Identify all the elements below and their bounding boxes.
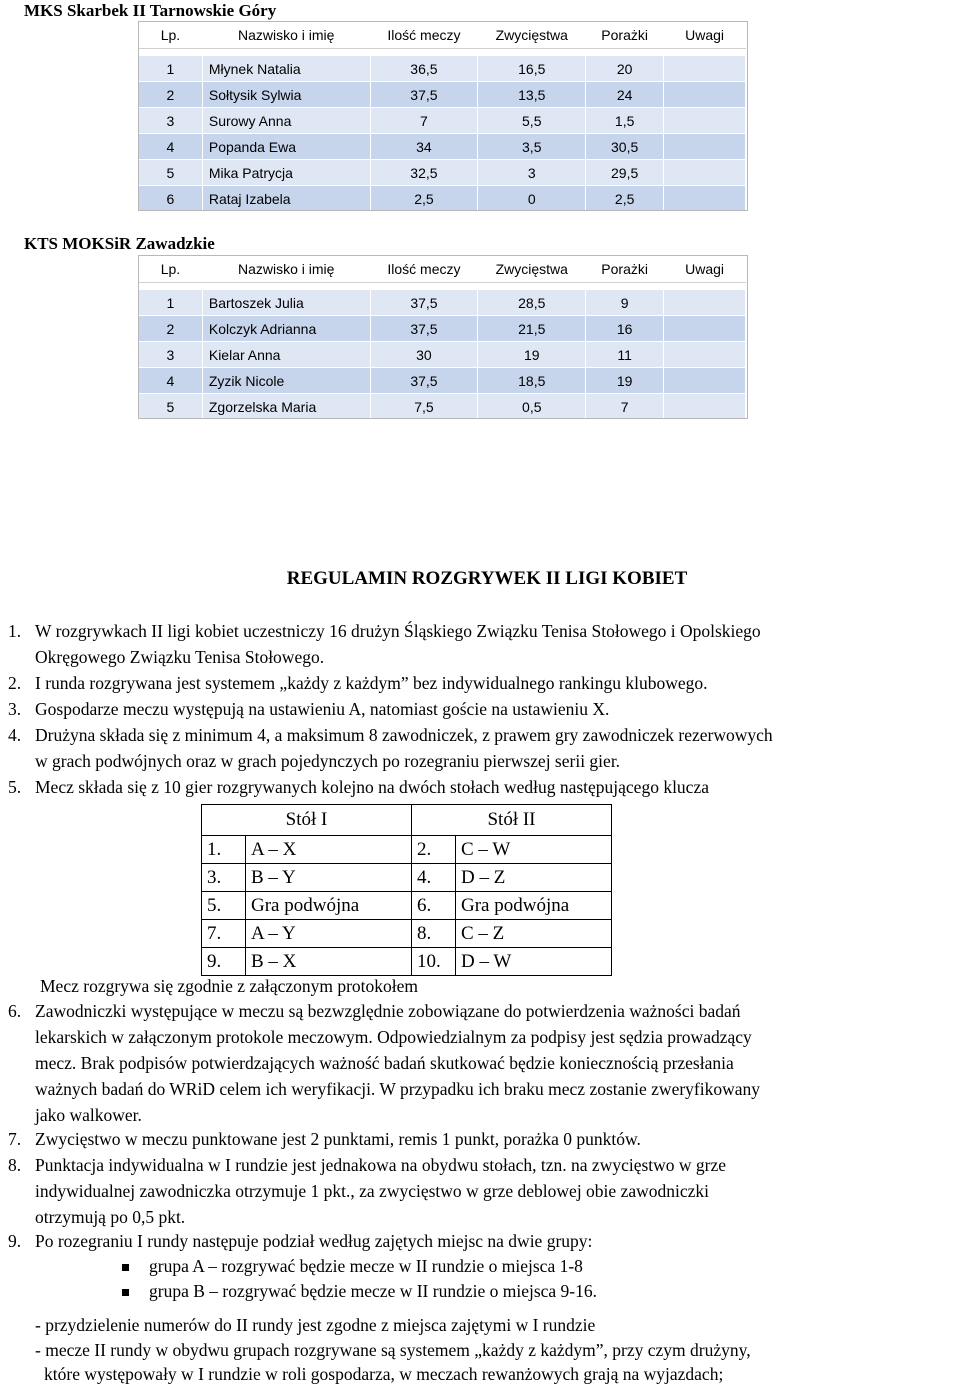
table-header-stol-2: Stół II [412,805,612,836]
cell-matches: 37,5 [370,82,478,108]
cell-wins: 21,5 [478,316,586,342]
game-pairing: Gra podwójna [456,892,612,920]
paragraph-text: indywidualnej zawodniczka otrzymuje 1 pkt., za zwycięstwo w grze deblowej obie zawodniczki [35,1181,709,1201]
cell-wins: 13,5 [478,82,586,108]
game-number: 5. [202,892,246,920]
table-row [202,948,612,976]
paragraph-2 [8,670,958,696]
cell-matches: 37,5 [370,316,478,342]
dash-item-3: które występowały w I rundzie w roli gospodarza, w meczach rewanżowych grają na wyjazdach; [44,1364,724,1384]
cell-matches: 2,5 [370,186,478,212]
cell-lp: 4 [139,134,203,160]
game-pairing: Gra podwójna [246,892,412,920]
game-pairing: B – Y [246,864,412,892]
paragraph-text: w grach podwójnych oraz w grach pojedynczych po rozegraniu pierwszej serii gier. [35,751,621,771]
cell-losses: 9 [586,290,664,316]
paragraph-text: Okręgowego Związku Tenisa Stołowego. [35,647,325,667]
cell-lp: 2 [139,316,203,342]
cell-matches: 30 [370,342,478,368]
cell-name: Kielar Anna [202,342,370,368]
paragraph-3 [8,696,958,722]
cell-name: Surowy Anna [202,108,370,134]
paragraph-text: jako walkower. [35,1105,142,1125]
cell-lp: 3 [139,108,203,134]
table-row [202,864,612,892]
game-number: 9. [202,948,246,976]
game-number: 8. [412,920,456,948]
game-number: 7. [202,920,246,948]
cell-lp: 6 [139,186,203,212]
team-title-1: MKS Skarbek II Tarnowskie Góry [24,1,277,20]
paragraph-text: Punktacja indywidualna w I rundzie jest jednakowa na obydwu stołach, tzn. na zwycięstwo w grze [35,1155,727,1175]
cell-wins: 3,5 [478,134,586,160]
bullet-text: grupa A – rozgrywać będzie mecze w II rundzie o miejsca 1-8 [149,1256,583,1276]
cell-wins: 18,5 [478,368,586,394]
dash-item-2: - mecze II rundy w obydwu grupach rozgrywane są systemem „każdy z każdym”, przy czym drużyny, [35,1340,751,1360]
cell-losses: 19 [586,368,664,394]
cell-lp: 3 [139,342,203,368]
cell-matches: 36,5 [370,56,478,82]
paragraph-number: 1. [8,621,22,641]
game-number: 4. [412,864,456,892]
paragraph-text: Mecz składa się z 10 gier rozgrywanych kolejno na dwóch stołach według następującego klucza [35,777,709,797]
team1-table-border [138,21,748,211]
paragraph-number: 4. [8,725,22,745]
game-number: 2. [412,836,456,864]
square-bullet-icon [122,1289,129,1296]
paragraph-text: Zawodniczki występujące w meczu są bezwzględnie zobowiązane do potwierdzenia ważności badań [35,1001,741,1021]
team2-table-border [138,255,748,419]
paragraph-text: ważnych badań do WRiD celem ich weryfikacji. W przypadku ich braku mecz zostanie zweryfikowany [35,1079,761,1099]
cell-lp: 5 [139,160,203,186]
cell-wins: 0,5 [478,394,586,420]
game-pairing: C – W [456,836,612,864]
bullet-item-group-b [122,1278,922,1304]
game-pairing: C – Z [456,920,612,948]
cell-lp: 1 [139,290,203,316]
game-pairing: D – Z [456,864,612,892]
cell-wins: 16,5 [478,56,586,82]
cell-wins: 3 [478,160,586,186]
cell-losses: 2,5 [586,186,664,212]
paragraph-number: 5. [8,777,22,797]
col-header-matches: Ilość meczy [370,22,478,49]
protocol-note: Mecz rozgrywa się zgodnie z załączonym protokołem [40,976,419,996]
cell-wins: 28,5 [478,290,586,316]
cell-name: Bartoszek Julia [202,290,370,316]
col-header-lp: Lp. [139,256,203,283]
match-key-table [201,804,612,976]
game-number: 6. [412,892,456,920]
cell-losses: 7 [586,394,664,420]
cell-name: Młynek Natalia [202,56,370,82]
paragraph-4 [8,722,958,774]
paragraph-text: W rozgrywkach II ligi kobiet uczestniczy 16 drużyn Śląskiego Związku Tenisa Stołowego i Opolskiego [35,621,761,641]
col-header-lp: Lp. [139,22,203,49]
paragraph-9 [8,1228,958,1254]
regulations-title: REGULAMIN ROZGRYWEK II LIGI KOBIET [286,568,688,589]
cell-name: Sołtysik Sylwia [202,82,370,108]
match-key-header [202,805,612,836]
game-pairing: A – X [246,836,412,864]
paragraph-number: 9. [8,1231,22,1251]
cell-lp: 1 [139,56,203,82]
cell-matches: 37,5 [370,290,478,316]
cell-name: Kolczyk Adrianna [202,316,370,342]
cell-losses: 11 [586,342,664,368]
paragraph-number: 2. [8,673,22,693]
game-number: 10. [412,948,456,976]
paragraph-number: 6. [8,1001,22,1021]
square-bullet-icon [122,1264,129,1271]
col-header-losses: Porażki [586,256,664,283]
game-pairing: D – W [456,948,612,976]
cell-losses: 16 [586,316,664,342]
paragraph-text: Drużyna składa się z minimum 4, a maksimum 8 zawodniczek, z prawem gry zawodniczek rezerwowych [35,725,773,745]
cell-losses: 24 [586,82,664,108]
bullet-item-group-a [122,1253,922,1279]
col-header-notes: Uwagi [664,256,746,283]
game-number: 3. [202,864,246,892]
paragraph-1 [8,618,958,670]
game-number: 1. [202,836,246,864]
cell-losses: 29,5 [586,160,664,186]
cell-wins: 0 [478,186,586,212]
col-header-wins: Zwycięstwa [478,22,586,49]
paragraph-text: Po rozegraniu I rundy następuje podział według zajętych miejsc na dwie grupy: [35,1231,593,1251]
cell-matches: 34 [370,134,478,160]
col-header-name: Nazwisko i imię [202,256,370,283]
paragraph-number: 3. [8,699,22,719]
col-header-wins: Zwycięstwa [478,256,586,283]
paragraph-7 [8,1126,958,1152]
cell-losses: 30,5 [586,134,664,160]
cell-matches: 32,5 [370,160,478,186]
paragraph-8 [8,1152,958,1230]
game-pairing: B – X [246,948,412,976]
table-header-stol-1: Stół I [202,805,412,836]
table-row [202,892,612,920]
cell-wins: 5,5 [478,108,586,134]
paragraph-text: otrzymują po 0,5 pkt. [35,1207,186,1227]
cell-name: Mika Patrycja [202,160,370,186]
paragraph-text: mecz. Brak podpisów potwierdzających ważność badań skutkować będzie koniecznością przesłania [35,1053,734,1073]
table-row [202,920,612,948]
paragraph-text: lekarskich w załączonym protokole meczowym. Odpowiedzialnym za podpisy jest sędzia prowadzący [35,1027,752,1047]
cell-name: Popanda Ewa [202,134,370,160]
cell-matches: 37,5 [370,368,478,394]
cell-name: Zgorzelska Maria [202,394,370,420]
paragraph-text: Gospodarze meczu występują na ustawieniu A, natomiast goście na ustawieniu X. [35,699,610,719]
cell-losses: 20 [586,56,664,82]
bullet-text: grupa B – rozgrywać będzie mecze w II rundzie o miejsca 9-16. [149,1281,598,1301]
team-title-2: KTS MOKSiR Zawadzkie [24,234,215,253]
col-header-notes: Uwagi [664,22,746,49]
cell-losses: 1,5 [586,108,664,134]
dash-item-1: - przydzielenie numerów do II rundy jest zgodne z miejsca zajętymi w I rundzie [35,1315,596,1335]
paragraph-text: I runda rozgrywana jest systemem „każdy z każdym” bez indywidualnego rankingu klubowego. [35,673,708,693]
cell-matches: 7,5 [370,394,478,420]
cell-lp: 5 [139,394,203,420]
col-header-matches: Ilość meczy [370,256,478,283]
cell-lp: 2 [139,82,203,108]
paragraph-number: 7. [8,1129,22,1149]
table-row [202,836,612,864]
cell-lp: 4 [139,368,203,394]
paragraph-number: 8. [8,1155,22,1175]
cell-name: Zyzik Nicole [202,368,370,394]
paragraph-text: Zwycięstwo w meczu punktowane jest 2 punktami, remis 1 punkt, porażka 0 punktów. [35,1129,641,1149]
cell-matches: 7 [370,108,478,134]
col-header-name: Nazwisko i imię [202,22,370,49]
game-pairing: A – Y [246,920,412,948]
paragraph-6 [8,998,958,1128]
cell-name: Rataj Izabela [202,186,370,212]
paragraph-5 [8,774,958,800]
col-header-losses: Porażki [586,22,664,49]
cell-wins: 19 [478,342,586,368]
